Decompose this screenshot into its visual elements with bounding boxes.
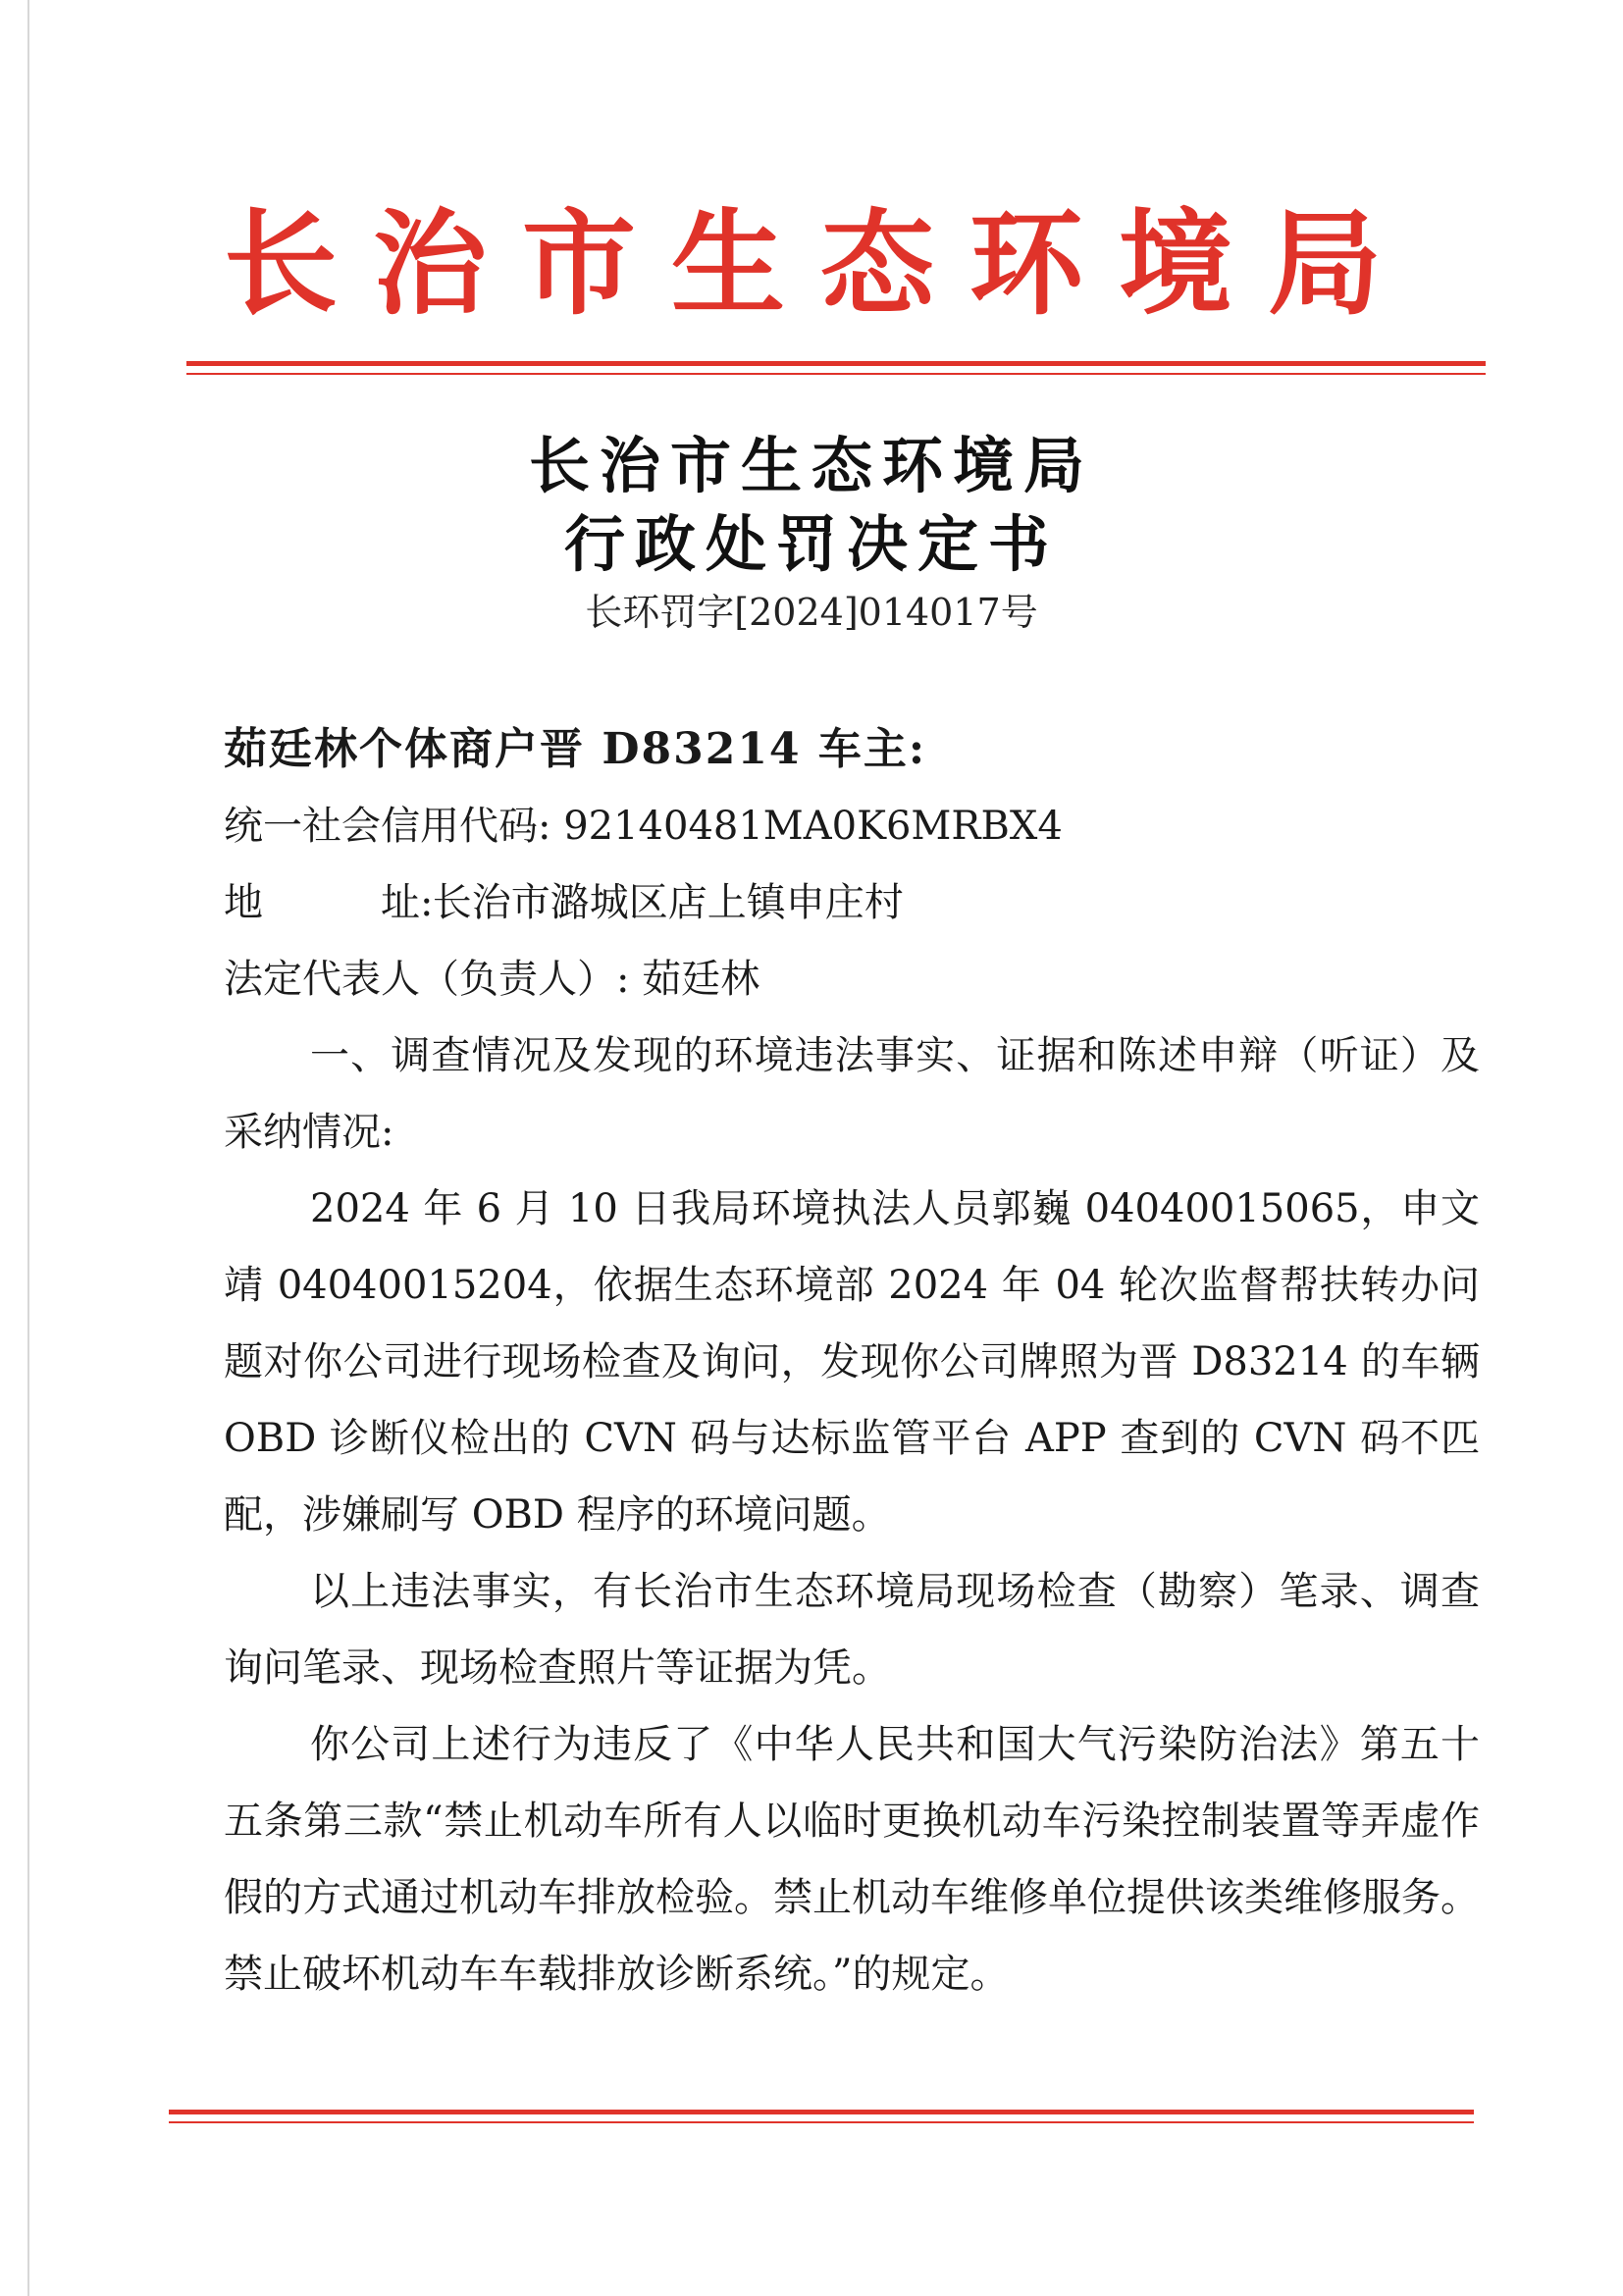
paragraph-legal-basis: 你公司上述行为违反了《中华人民共和国大气污染防治法》第五十五条第三款“禁止机动车所有人以临时更换机动车污染控制装置等弄虚作假的方式通过机动车排放检验。禁止机动车维修单位提供该类维修服务。禁止破坏机动车车载排放诊断系统。”的规定。 — [224, 1722, 1480, 1997]
footer-rule-thick — [169, 2110, 1474, 2114]
credit-code-value: 92140481MA0K6MRBX4 — [563, 804, 1063, 849]
paragraph-investigation: 2024 年 6 月 10 日我局环境执法人员郭巍 04040015065，申文靖 04040015204，依据生态环境部 2024 年 04 轮次监督帮扶转办问题对你公司进行现场检查及询问，发现你公司牌照为晋 D83214 的车辆 OBD 诊断仪检出的 CVN 码与达标监管平台 APP 查到的 CVN 码不匹配，涉嫌刷写 OBD 程序的环境问题。 — [224, 1186, 1480, 1538]
letterhead-rule-thick — [186, 361, 1486, 366]
address-value: 长治市潞城区店上镇申庄村 — [432, 880, 904, 925]
document-title-line2: 行政处罚决定书 — [563, 508, 1059, 580]
address-label-part1: 地 — [224, 880, 263, 925]
representative-value: 茹廷林 — [642, 957, 760, 1002]
section-heading: 一、调查情况及发现的环境违法事实、证据和陈述申辩（听证）及采纳情况: — [224, 1033, 1480, 1155]
letterhead: 长治市生态环境局 — [224, 198, 1417, 331]
address-label — [224, 864, 434, 941]
addressee: 茹廷林个体商户晋 D83214 车主: — [224, 724, 927, 774]
credit-code-label: 统一社会信用代码: — [224, 804, 551, 849]
representative-row — [224, 941, 1480, 1018]
address-row — [224, 864, 1480, 941]
representative-label: 法定代表人（负责人）: — [224, 957, 630, 1002]
credit-code-row — [224, 788, 1480, 864]
document-number: 长环罚字[2024]014017号 — [585, 591, 1038, 634]
letterhead-rule-thin — [186, 373, 1486, 375]
footer-rule-thin — [169, 2121, 1474, 2123]
address-label-part2: 址: — [381, 880, 434, 925]
scan-edge — [27, 0, 29, 2296]
document-body — [224, 711, 1480, 2012]
paragraph-evidence: 以上违法事实，有长治市生态环境局现场检查（勘察）笔录、调查询问笔录、现场检查照片等证据为凭。 — [224, 1569, 1480, 1691]
document-title-line1: 长治市生态环境局 — [528, 430, 1094, 501]
